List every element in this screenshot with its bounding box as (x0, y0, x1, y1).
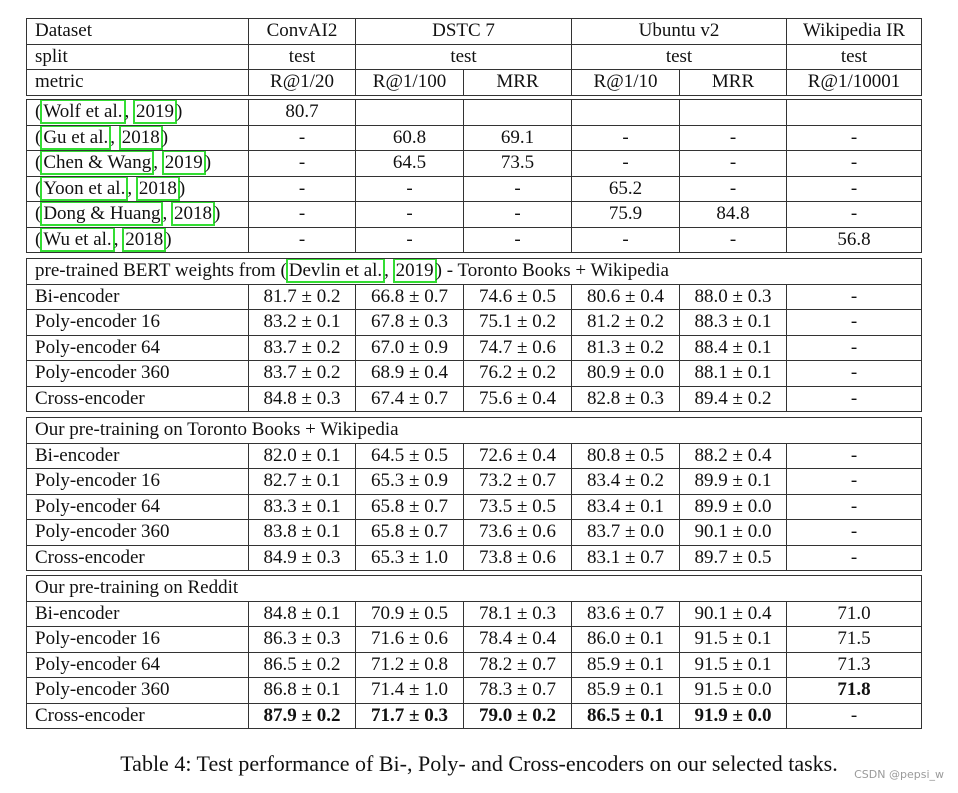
method-cell: ( Gu et al. , 2018 ) (27, 125, 249, 151)
model-name: Bi-encoder (27, 284, 249, 310)
value-cell: 83.3 ± 0.1 (249, 494, 356, 520)
value-cell (356, 100, 464, 126)
citation-year-link[interactable]: 2018 (122, 227, 166, 252)
value-cell: 83.4 ± 0.2 (572, 469, 680, 495)
value-cell: - (680, 151, 787, 177)
metric-cell: R@1/10 (572, 70, 680, 96)
value-cell: - (787, 545, 922, 571)
value-cell: 67.8 ± 0.3 (356, 310, 464, 336)
dataset-wikipedia: Wikipedia IR (787, 19, 922, 45)
value-cell: - (249, 151, 356, 177)
value-cell: 73.5 ± 0.5 (464, 494, 572, 520)
value-cell: 83.2 ± 0.1 (249, 310, 356, 336)
model-name: Poly-encoder 16 (27, 310, 249, 336)
model-name: Poly-encoder 360 (27, 520, 249, 546)
bert-table (26, 258, 922, 412)
split-wikipedia: test (787, 44, 922, 70)
value-cell: - (787, 125, 922, 151)
value-cell: 80.8 ± 0.5 (572, 443, 680, 469)
split-ubuntu: test (572, 44, 787, 70)
value-cell: 65.8 ± 0.7 (356, 520, 464, 546)
table-row (27, 703, 922, 729)
value-cell: - (680, 125, 787, 151)
value-cell: - (572, 227, 680, 253)
value-cell: 79.0 ± 0.2 (464, 703, 572, 729)
value-cell: 81.7 ± 0.2 (249, 284, 356, 310)
value-cell: 84.9 ± 0.3 (249, 545, 356, 571)
prior-work-table (26, 99, 922, 253)
model-name: Poly-encoder 16 (27, 627, 249, 653)
value-cell: 81.3 ± 0.2 (572, 335, 680, 361)
dataset-row (27, 19, 922, 45)
value-cell: - (787, 520, 922, 546)
value-cell: - (787, 494, 922, 520)
value-cell: 75.6 ± 0.4 (464, 386, 572, 412)
citation-year-link[interactable]: 2019 (162, 151, 206, 176)
section-title-row (27, 259, 922, 285)
metric-row (27, 70, 922, 96)
value-cell: 88.3 ± 0.1 (680, 310, 787, 336)
table-row (27, 310, 922, 336)
value-cell: - (787, 443, 922, 469)
value-cell: 68.9 ± 0.4 (356, 361, 464, 387)
table-row (27, 545, 922, 571)
value-cell: 85.9 ± 0.1 (572, 678, 680, 704)
value-cell (787, 100, 922, 126)
table-row (27, 202, 922, 228)
value-cell: 82.7 ± 0.1 (249, 469, 356, 495)
value-cell (572, 100, 680, 126)
model-name: Poly-encoder 64 (27, 652, 249, 678)
citation-year-link[interactable]: 2019 (393, 259, 437, 284)
value-cell: 84.8 ± 0.1 (249, 601, 356, 627)
value-cell: 91.5 ± 0.1 (680, 652, 787, 678)
table-row (27, 652, 922, 678)
citation-year-link[interactable]: 2018 (171, 202, 215, 227)
section-title-row (27, 576, 922, 602)
value-cell: 71.0 (787, 601, 922, 627)
value-cell: 83.4 ± 0.1 (572, 494, 680, 520)
value-cell: 91.5 ± 0.1 (680, 627, 787, 653)
value-cell: 74.7 ± 0.6 (464, 335, 572, 361)
value-cell: 82.8 ± 0.3 (572, 386, 680, 412)
value-cell: 71.3 (787, 652, 922, 678)
value-cell: 88.2 ± 0.4 (680, 443, 787, 469)
value-cell: - (787, 361, 922, 387)
toronto-table (26, 417, 922, 571)
value-cell: - (787, 469, 922, 495)
value-cell: 80.9 ± 0.0 (572, 361, 680, 387)
value-cell: 65.2 (572, 176, 680, 202)
citation-link[interactable]: Yoon et al. (40, 176, 128, 201)
value-cell: - (464, 227, 572, 253)
value-cell: - (249, 202, 356, 228)
value-cell: 86.3 ± 0.3 (249, 627, 356, 653)
table-row (27, 151, 922, 177)
value-cell: - (464, 202, 572, 228)
value-cell: 56.8 (787, 227, 922, 253)
value-cell: 88.0 ± 0.3 (680, 284, 787, 310)
reddit-table (26, 575, 922, 729)
metric-cell: R@1/20 (249, 70, 356, 96)
value-cell: - (356, 202, 464, 228)
value-cell: - (356, 176, 464, 202)
value-cell: 65.8 ± 0.7 (356, 494, 464, 520)
metric-cell: R@1/100 (356, 70, 464, 96)
value-cell: 75.9 (572, 202, 680, 228)
split-dstc7: test (356, 44, 572, 70)
value-cell: - (464, 176, 572, 202)
value-cell: 86.5 ± 0.1 (572, 703, 680, 729)
value-cell: 80.7 (249, 100, 356, 126)
value-cell: 74.6 ± 0.5 (464, 284, 572, 310)
value-cell: 89.7 ± 0.5 (680, 545, 787, 571)
metric-cell: MRR (680, 70, 787, 96)
value-cell: - (787, 310, 922, 336)
value-cell: - (680, 227, 787, 253)
value-cell: 83.1 ± 0.7 (572, 545, 680, 571)
value-cell: 69.1 (464, 125, 572, 151)
model-name: Cross-encoder (27, 545, 249, 571)
value-cell: 90.1 ± 0.0 (680, 520, 787, 546)
metric-label: metric (27, 70, 249, 96)
metric-cell: MRR (464, 70, 572, 96)
value-cell: 83.6 ± 0.7 (572, 601, 680, 627)
value-cell: 78.3 ± 0.7 (464, 678, 572, 704)
value-cell: 89.9 ± 0.0 (680, 494, 787, 520)
bert-section-title: pre-trained BERT weights from ( Devlin et al. , 2019 ) - Toronto Books + Wikipedia (27, 259, 922, 285)
value-cell: 67.4 ± 0.7 (356, 386, 464, 412)
value-cell: 89.4 ± 0.2 (680, 386, 787, 412)
value-cell: - (787, 386, 922, 412)
value-cell: 81.2 ± 0.2 (572, 310, 680, 336)
value-cell: 80.6 ± 0.4 (572, 284, 680, 310)
dataset-convai2: ConvAI2 (249, 19, 356, 45)
citation-link[interactable]: Dong & Huang (40, 202, 163, 227)
citation-link[interactable]: Chen & Wang (40, 151, 154, 176)
value-cell: 64.5 (356, 151, 464, 177)
value-cell: 73.5 (464, 151, 572, 177)
method-cell: ( Chen & Wang , 2019 ) (27, 151, 249, 177)
toronto-section-title: Our pre-training on Toronto Books + Wikipedia (27, 418, 922, 444)
value-cell: 73.8 ± 0.6 (464, 545, 572, 571)
split-label: split (27, 44, 249, 70)
value-cell: - (249, 176, 356, 202)
value-cell: 86.5 ± 0.2 (249, 652, 356, 678)
method-cell: ( Wu et al. , 2018 ) (27, 227, 249, 253)
value-cell: - (249, 227, 356, 253)
citation-year-link[interactable]: 2019 (133, 100, 177, 125)
header-table (26, 18, 922, 96)
value-cell: 86.0 ± 0.1 (572, 627, 680, 653)
value-cell: 83.7 ± 0.2 (249, 361, 356, 387)
value-cell: 67.0 ± 0.9 (356, 335, 464, 361)
dataset-dstc7: DSTC 7 (356, 19, 572, 45)
value-cell: 73.2 ± 0.7 (464, 469, 572, 495)
table-row (27, 125, 922, 151)
method-cell: ( Wolf et al. , 2019 ) (27, 100, 249, 126)
table-row (27, 386, 922, 412)
method-cell: ( Dong & Huang , 2018 ) (27, 202, 249, 228)
dataset-ubuntu: Ubuntu v2 (572, 19, 787, 45)
value-cell: 91.5 ± 0.0 (680, 678, 787, 704)
value-cell: - (787, 284, 922, 310)
value-cell: 85.9 ± 0.1 (572, 652, 680, 678)
value-cell: 65.3 ± 1.0 (356, 545, 464, 571)
value-cell: - (787, 176, 922, 202)
value-cell: 76.2 ± 0.2 (464, 361, 572, 387)
value-cell: 78.2 ± 0.7 (464, 652, 572, 678)
value-cell: 73.6 ± 0.6 (464, 520, 572, 546)
value-cell: 88.1 ± 0.1 (680, 361, 787, 387)
table-row (27, 469, 922, 495)
table-row (27, 627, 922, 653)
value-cell: 71.2 ± 0.8 (356, 652, 464, 678)
model-name: Poly-encoder 360 (27, 361, 249, 387)
value-cell: - (787, 703, 922, 729)
value-cell: 89.9 ± 0.1 (680, 469, 787, 495)
value-cell: 64.5 ± 0.5 (356, 443, 464, 469)
value-cell: - (356, 227, 464, 253)
value-cell: 84.8 (680, 202, 787, 228)
value-cell: 83.7 ± 0.2 (249, 335, 356, 361)
model-name: Poly-encoder 64 (27, 494, 249, 520)
model-name: Bi-encoder (27, 443, 249, 469)
value-cell: 65.3 ± 0.9 (356, 469, 464, 495)
table-row (27, 100, 922, 126)
dataset-label: Dataset (27, 19, 249, 45)
value-cell: 87.9 ± 0.2 (249, 703, 356, 729)
citation-link[interactable]: Gu et al. (40, 125, 111, 150)
value-cell: 90.1 ± 0.4 (680, 601, 787, 627)
value-cell: - (249, 125, 356, 151)
value-cell: 71.7 ± 0.3 (356, 703, 464, 729)
value-cell: 86.8 ± 0.1 (249, 678, 356, 704)
table-row (27, 601, 922, 627)
value-cell: 75.1 ± 0.2 (464, 310, 572, 336)
value-cell: 82.0 ± 0.1 (249, 443, 356, 469)
table-row (27, 520, 922, 546)
value-cell: 71.4 ± 1.0 (356, 678, 464, 704)
value-cell: 71.8 (787, 678, 922, 704)
value-cell: 72.6 ± 0.4 (464, 443, 572, 469)
value-cell: - (787, 151, 922, 177)
model-name: Cross-encoder (27, 703, 249, 729)
table-row (27, 494, 922, 520)
model-name: Bi-encoder (27, 601, 249, 627)
split-convai2: test (249, 44, 356, 70)
table-caption: Table 4: Test performance of Bi-, Poly- and Cross-encoders on our selected tasks. (120, 751, 838, 776)
value-cell: 83.8 ± 0.1 (249, 520, 356, 546)
citation-link[interactable]: Wu et al. (40, 227, 114, 252)
value-cell: 71.6 ± 0.6 (356, 627, 464, 653)
watermark: CSDN @pepsi_w (854, 768, 944, 781)
metric-cell: R@1/10001 (787, 70, 922, 96)
model-name: Poly-encoder 16 (27, 469, 249, 495)
value-cell: 91.9 ± 0.0 (680, 703, 787, 729)
table-row (27, 678, 922, 704)
value-cell: 84.8 ± 0.3 (249, 386, 356, 412)
table-row (27, 361, 922, 387)
method-cell: ( Yoon et al. , 2018 ) (27, 176, 249, 202)
value-cell: 60.8 (356, 125, 464, 151)
value-cell: - (680, 176, 787, 202)
value-cell: 78.4 ± 0.4 (464, 627, 572, 653)
citation-year-link[interactable]: 2018 (136, 176, 180, 201)
model-name: Poly-encoder 360 (27, 678, 249, 704)
table-row (27, 176, 922, 202)
table-row (27, 335, 922, 361)
model-name: Poly-encoder 64 (27, 335, 249, 361)
value-cell (464, 100, 572, 126)
value-cell: 78.1 ± 0.3 (464, 601, 572, 627)
citation-link[interactable]: Wolf et al. (40, 100, 125, 125)
citation-year-link[interactable]: 2018 (119, 125, 163, 150)
reddit-section-title: Our pre-training on Reddit (27, 576, 922, 602)
value-cell (680, 100, 787, 126)
value-cell: - (572, 151, 680, 177)
model-name: Cross-encoder (27, 386, 249, 412)
section-title-row (27, 418, 922, 444)
citation-link[interactable]: Devlin et al. (286, 259, 385, 284)
value-cell: 70.9 ± 0.5 (356, 601, 464, 627)
table-row (27, 443, 922, 469)
split-row (27, 44, 922, 70)
value-cell: 66.8 ± 0.7 (356, 284, 464, 310)
value-cell: - (787, 335, 922, 361)
value-cell: 71.5 (787, 627, 922, 653)
value-cell: - (787, 202, 922, 228)
value-cell: 88.4 ± 0.1 (680, 335, 787, 361)
value-cell: 83.7 ± 0.0 (572, 520, 680, 546)
value-cell: - (572, 125, 680, 151)
table-row (27, 284, 922, 310)
table-row (27, 227, 922, 253)
